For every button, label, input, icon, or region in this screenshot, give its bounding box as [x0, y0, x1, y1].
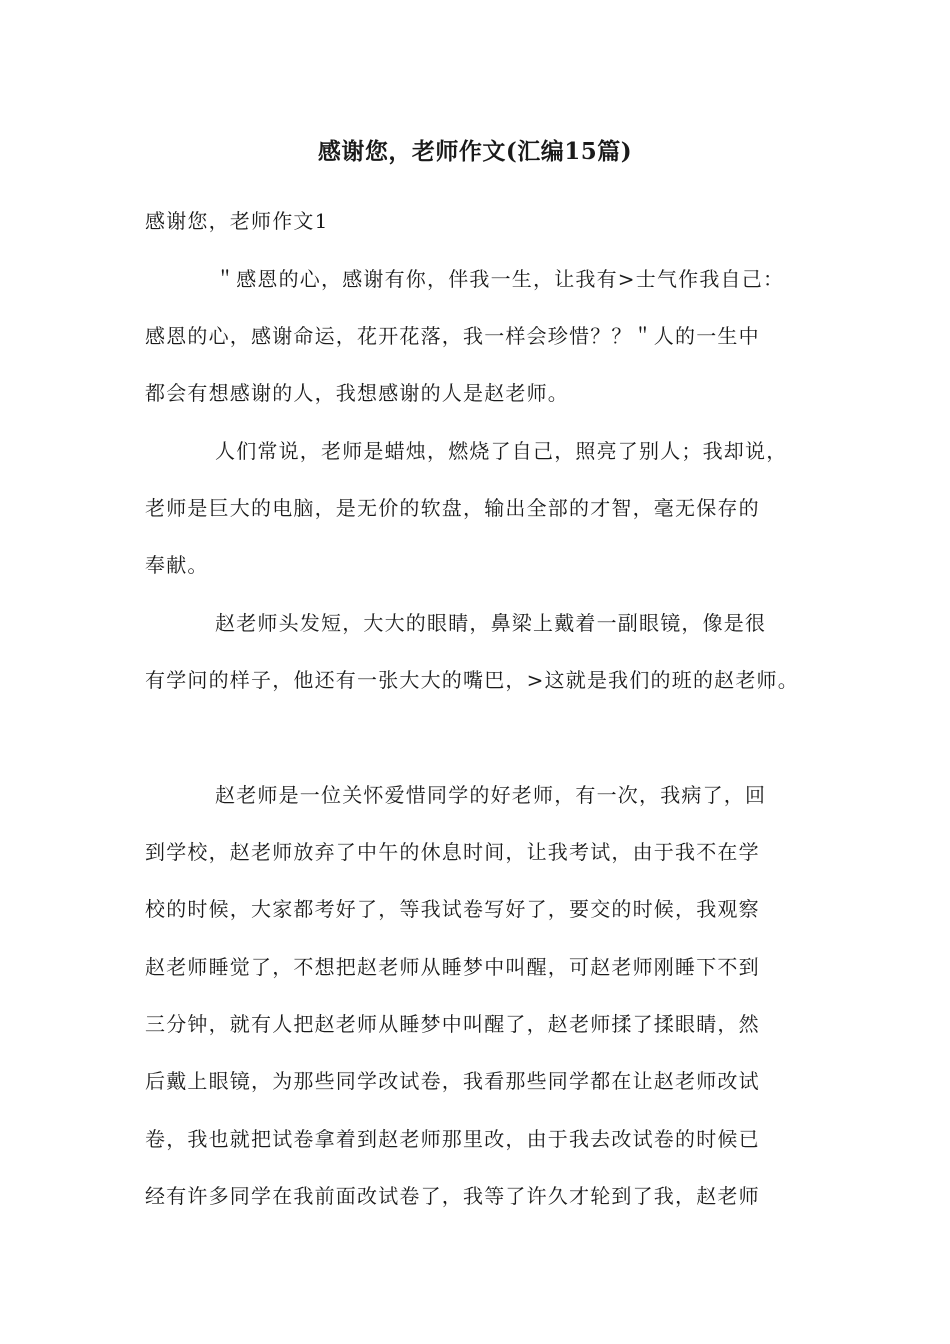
paragraph-line: ＂感恩的心，感谢有你，伴我一生，让我有>士气作我自己： [215, 267, 785, 291]
paragraph-line: 三分钟，就有人把赵老师从睡梦中叫醒了，赵老师揉了揉眼睛，然 [145, 1012, 760, 1036]
paragraph-line: 老师是巨大的电脑，是无价的软盘，输出全部的才智，毫无保存的 [145, 496, 760, 520]
paragraph-line: 有学问的样子，他还有一张大大的嘴巴，>这就是我们的班的赵老师。 [145, 668, 799, 692]
paragraph-line: 人们常说，老师是蜡烛，燃烧了自己，照亮了别人；我却说， [215, 439, 788, 463]
paragraph-line: 校的时候，大家都考好了，等我试卷写好了，要交的时候，我观察 [145, 897, 760, 921]
paragraph-line: 感恩的心，感谢命运，花开花落，我一样会珍惜？？＂人的一生中 [145, 324, 760, 348]
paragraph-line: 后戴上眼镜，为那些同学改试卷，我看那些同学都在让赵老师改试 [145, 1069, 760, 1093]
paragraph-line: 奉献。 [145, 553, 209, 577]
paragraph-line: 卷，我也就把试卷拿着到赵老师那里改，由于我去改试卷的时候已 [145, 1127, 760, 1151]
paragraph-line: 赵老师睡觉了，不想把赵老师从睡梦中叫醒，可赵老师刚睡下不到 [145, 955, 760, 979]
paragraph-line: 赵老师头发短，大大的眼睛，鼻梁上戴着一副眼镜，像是很 [215, 611, 767, 635]
paragraph-line: 到学校，赵老师放弃了中午的休息时间，让我考试，由于我不在学 [145, 840, 760, 864]
paragraph-line: 经有许多同学在我前面改试卷了，我等了许久才轮到了我，赵老师 [145, 1184, 760, 1208]
document-title: 感谢您，老师作文(汇编15篇) [317, 138, 633, 165]
paragraph-line: 赵老师是一位关怀爱惜同学的好老师，有一次，我病了，回 [215, 783, 767, 807]
paragraph-line: 都会有想感谢的人，我想感谢的人是赵老师。 [145, 381, 569, 405]
essay-heading: 感谢您，老师作文1 [145, 209, 329, 233]
